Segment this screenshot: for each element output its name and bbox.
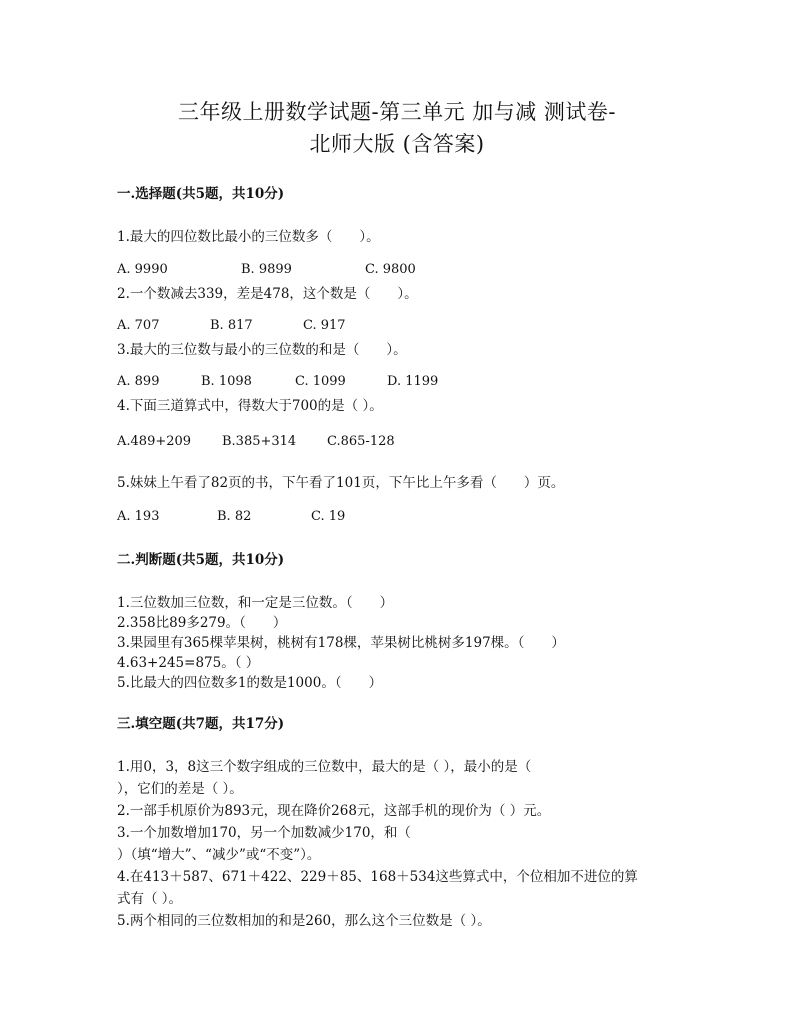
s1-q5-option-a: A. 193 <box>117 509 160 524</box>
s1-q4-option-a: A.489+209 <box>117 434 192 449</box>
s1-q5-option-b: B. 82 <box>217 509 252 524</box>
s1-question-3: 3.最大的三位数与最小的三位数的和是（ ）。 <box>117 342 407 358</box>
s1-q1-option-b: B. 9899 <box>241 262 292 277</box>
s1-q2-option-c: C. 917 <box>303 318 346 333</box>
document-title-line1: 三年级上册数学试题-第三单元 加与减 测试卷- <box>177 100 617 124</box>
section3-heading: 三.填空题(共7题，共17分) <box>117 716 285 732</box>
s1-q2-option-b: B. 817 <box>210 318 253 333</box>
s3-line-2: ），它们的差是（ ）。 <box>117 781 243 797</box>
s1-q3-option-a: A. 899 <box>117 374 160 389</box>
s1-question-2: 2.一个数减去339，差是478，这个数是（ ）。 <box>117 286 418 302</box>
s1-q3-option-d: D. 1199 <box>387 374 439 389</box>
s3-line-1: 1.用0，3，8这三个数字组成的三位数中，最大的是（ ），最小的是（ <box>117 759 532 775</box>
s1-question-4: 4.下面三道算式中，得数大于700的是（ ）。 <box>117 398 383 414</box>
s3-line-6: 4.在413＋587、671＋422、229＋85、168＋534这些算式中，个位相加不进位的算 <box>117 869 638 885</box>
s2-item-2: 2.358比89多279。（ ） <box>117 615 287 631</box>
section2-heading: 二.判断题(共5题，共10分) <box>117 552 285 568</box>
s3-line-3: 2.一部手机原价为893元，现在降价268元，这部手机的现价为（ ）元。 <box>117 803 551 819</box>
s3-line-7: 式有（ ）。 <box>117 891 183 907</box>
s1-q3-option-b: B. 1098 <box>201 374 252 389</box>
s1-q2-option-a: A. 707 <box>117 318 160 333</box>
s2-item-3: 3.果园里有365棵苹果树，桃树有178棵，苹果树比桃树多197棵。（ ） <box>117 635 565 651</box>
s3-line-4: 3.一个加数增加170，另一个加数减少170，和（ <box>117 825 411 841</box>
s3-line-8: 5.两个相同的三位数相加的和是260，那么这个三位数是（ ）。 <box>117 913 491 929</box>
s1-q4-option-b: B.385+314 <box>222 434 297 449</box>
s2-item-1: 1.三位数加三位数，和一定是三位数。（ ） <box>117 595 394 611</box>
document-title-line2: 北师大版 (含答案) <box>309 132 485 156</box>
s1-q4-option-c: C.865-128 <box>327 434 395 449</box>
section1-heading: 一.选择题(共5题，共10分) <box>117 186 285 202</box>
s3-line-5: ）（填“增大”、“减少”或“不变”）。 <box>117 847 321 863</box>
s2-item-5: 5.比最大的四位数多1的数是1000。（ ） <box>117 675 383 691</box>
s1-question-5: 5.妹妹上午看了82页的书，下午看了101页，下午比上午多看（ ）页。 <box>117 475 565 491</box>
s1-q1-option-c: C. 9800 <box>365 262 416 277</box>
s1-q1-option-a: A. 9990 <box>117 262 168 277</box>
s1-q5-option-c: C. 19 <box>311 509 346 524</box>
s1-question-1: 1.最大的四位数比最小的三位数多（ ）。 <box>117 229 380 245</box>
s2-item-4: 4.63+245=875。（ ） <box>117 655 260 671</box>
s1-q3-option-c: C. 1099 <box>295 374 346 389</box>
